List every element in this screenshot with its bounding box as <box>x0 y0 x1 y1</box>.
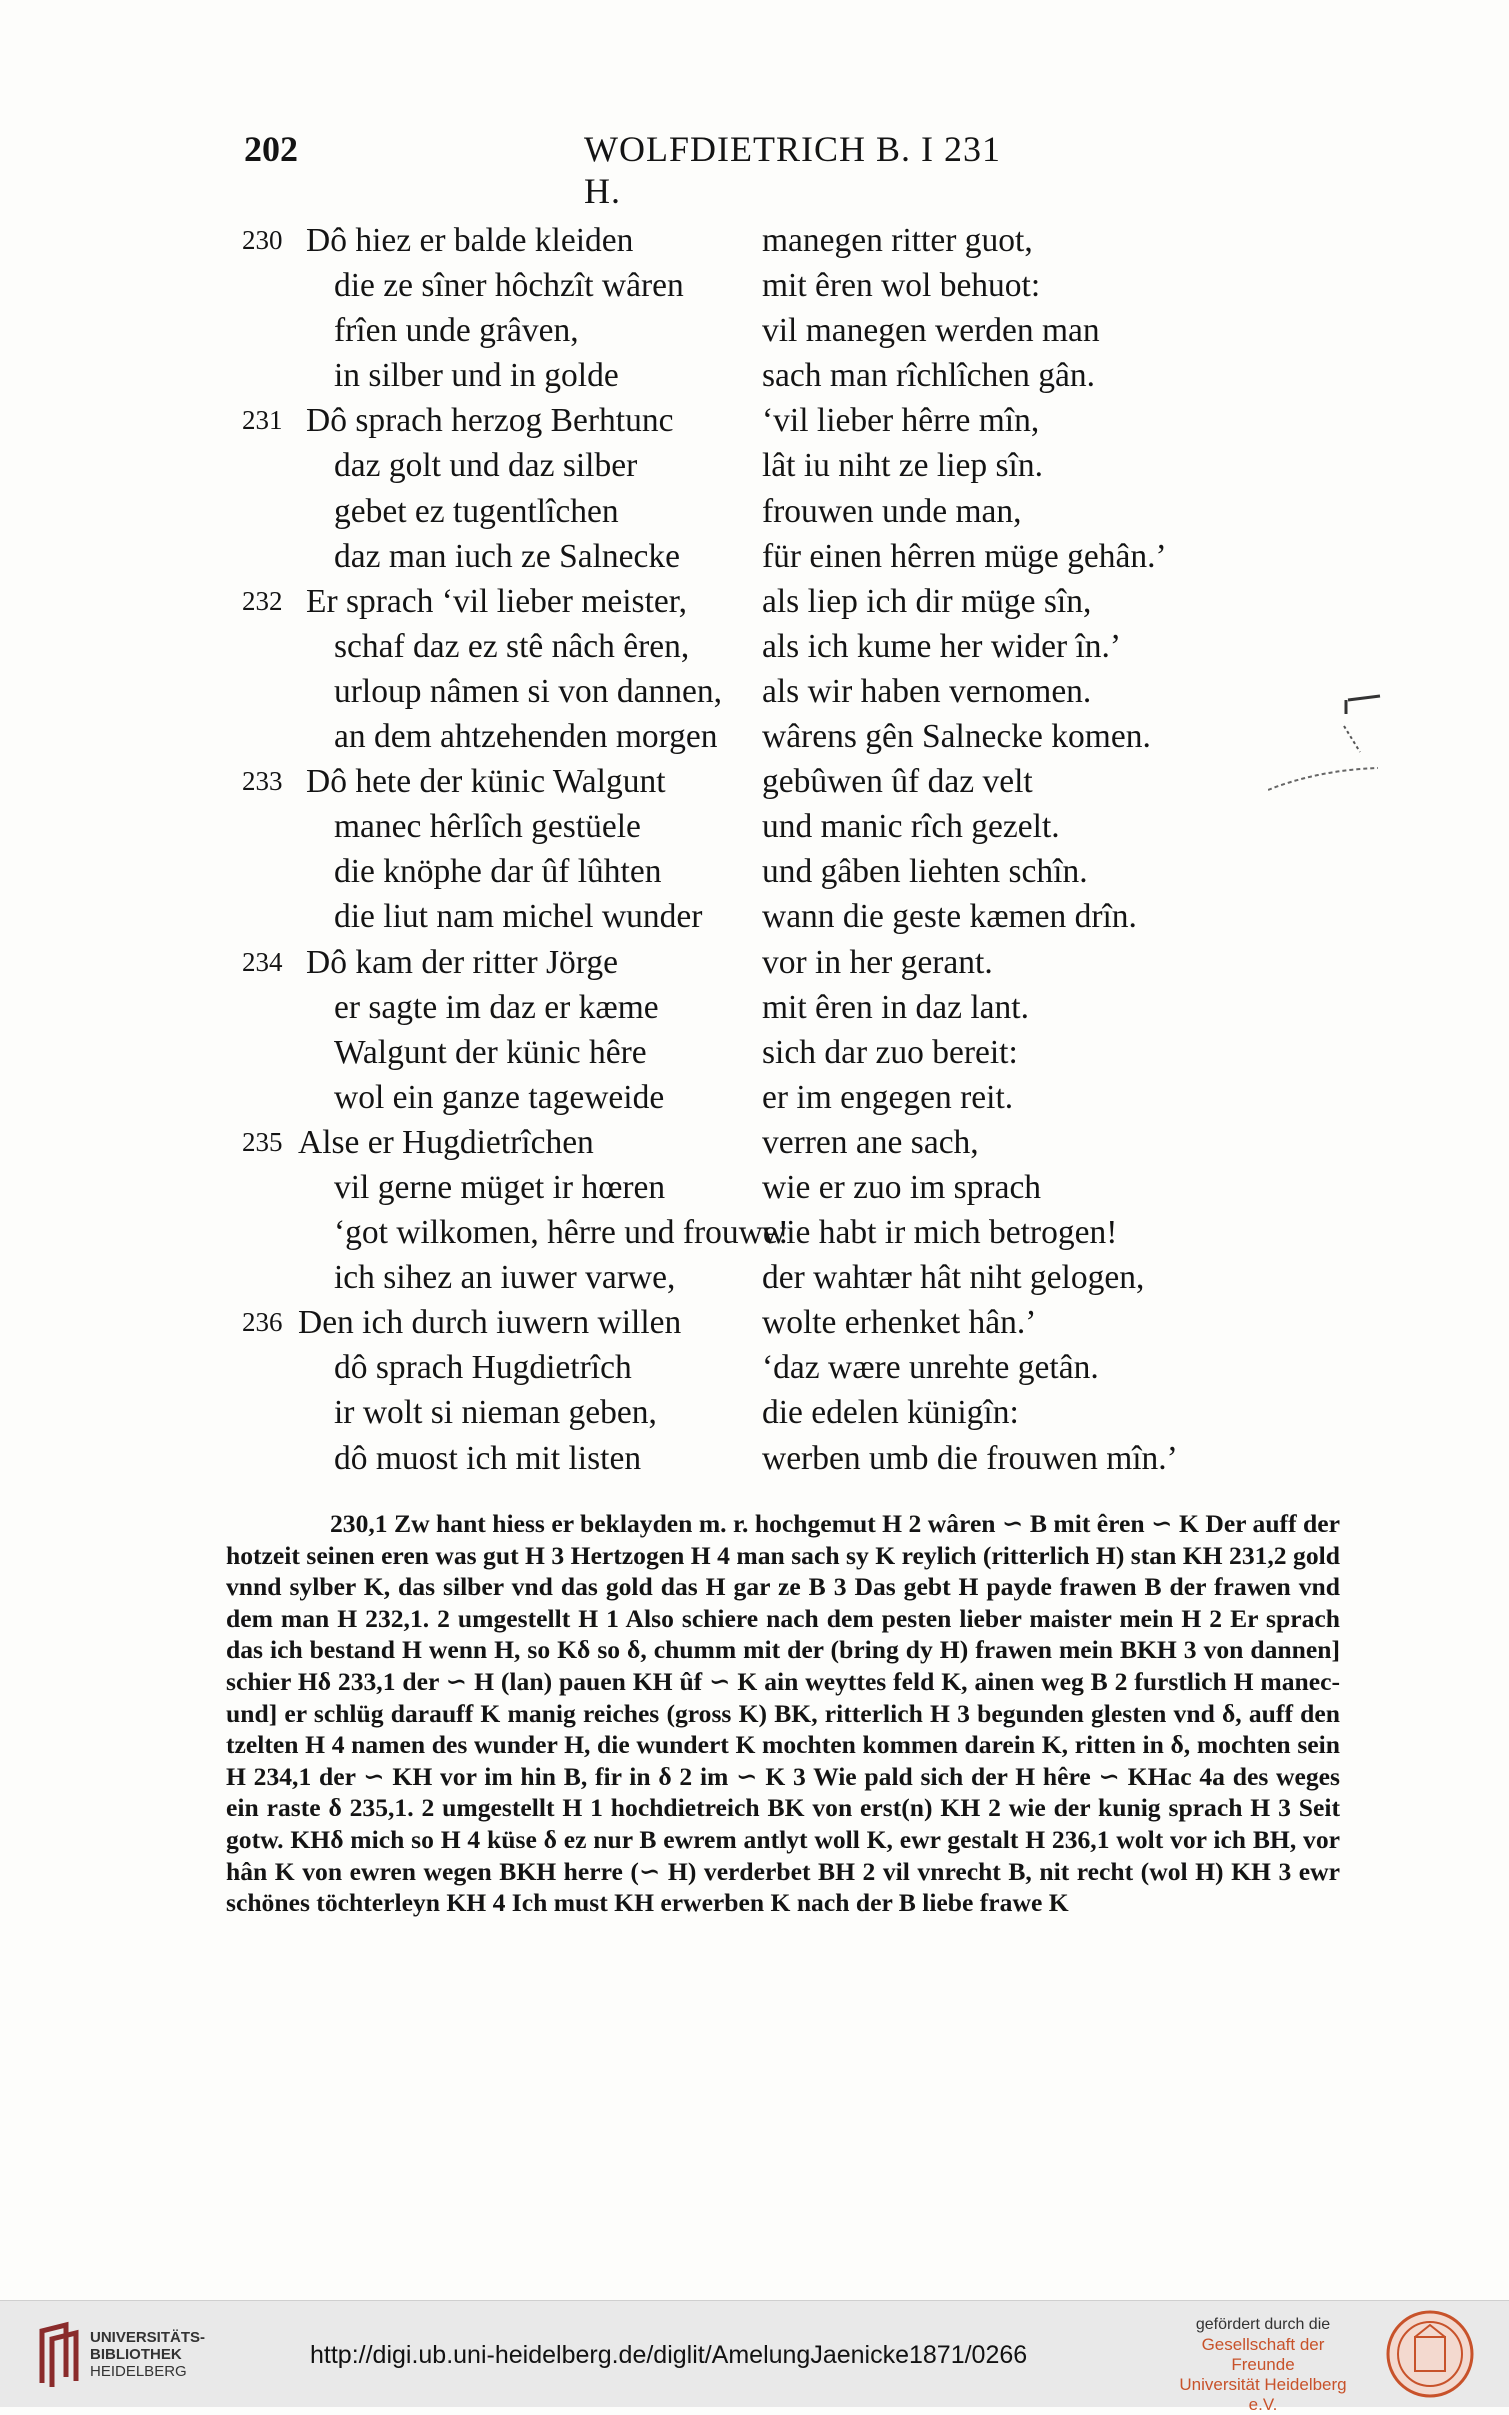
verse-line <box>0 1255 1509 1300</box>
half-line-b: wolte erhenket hân.’ <box>762 1304 1037 1342</box>
half-line-b: wie habt ir mich betrogen! <box>762 1214 1118 1252</box>
half-line-a: er sagte im daz er kæme <box>334 988 659 1026</box>
verse-line <box>0 985 1509 1030</box>
verse-line <box>0 218 1509 263</box>
half-line-b: der wahtær hât niht gelogen, <box>762 1259 1145 1297</box>
viewer-footer <box>0 2300 1509 2414</box>
half-line-b: wie er zuo im sprach <box>762 1168 1042 1206</box>
half-line-a: Er sprach ‘vil lieber meister, <box>306 582 687 620</box>
page-number: 202 <box>244 129 298 169</box>
half-line-b: frouwen unde man, <box>762 492 1022 530</box>
verse-line <box>0 894 1509 939</box>
half-line-b: als liep ich dir müge sîn, <box>762 582 1092 620</box>
half-line-a: Walgunt der künic hêre <box>334 1033 647 1071</box>
half-line-a: wol ein ganze tageweide <box>334 1078 665 1116</box>
half-line-b: gebûwen ûf daz velt <box>762 763 1033 801</box>
half-line-a: ich sihez an iuwer varwe, <box>334 1259 676 1297</box>
stanza-number: 232 <box>242 585 283 616</box>
verse-line <box>0 940 1509 985</box>
verse-line <box>0 804 1509 849</box>
verse-line <box>0 1436 1509 1481</box>
verse-line <box>0 353 1509 398</box>
library-logo-icon <box>36 2321 82 2391</box>
half-line-a: ir wolt si nieman geben, <box>334 1394 657 1432</box>
verse-line <box>0 1165 1509 1210</box>
half-line-b: vil manegen werden man <box>762 312 1100 350</box>
verse-line <box>0 534 1509 579</box>
half-line-a: an dem ahtzehenden morgen <box>334 718 718 756</box>
half-line-a: die liut nam michel wunder <box>334 898 703 936</box>
half-line-b: mit êren wol behuot: <box>762 267 1041 305</box>
half-line-b: als ich kume her wider în.’ <box>762 627 1122 665</box>
stanza-number: 234 <box>242 946 283 977</box>
verse-line <box>0 443 1509 488</box>
half-line-b: sach man rîchlîchen gân. <box>762 357 1096 395</box>
half-line-a: daz man iuch ze Salnecke <box>334 537 680 575</box>
half-line-b: manegen ritter guot, <box>762 222 1033 259</box>
half-line-a: ‘got wilkomen, hêrre und frouwe! <box>334 1214 789 1252</box>
university-seal-icon <box>1385 2309 1475 2399</box>
verse-line <box>0 308 1509 353</box>
half-line-b: ‘daz wære unrehte getân. <box>762 1349 1099 1387</box>
verse-line <box>0 263 1509 308</box>
half-line-a: Den ich durch iuwern willen <box>298 1304 682 1342</box>
stanza-number: 230 <box>242 225 283 255</box>
half-line-a: Dô hiez er balde kleiden <box>306 222 634 259</box>
half-line-b: wârens gên Salnecke komen. <box>762 718 1151 756</box>
half-line-a: schaf daz ez stê nâch êren, <box>334 627 690 665</box>
half-line-b: für einen hêrren müge gehân.’ <box>762 537 1167 575</box>
running-title: WOLFDIETRICH B. I 231 H. <box>584 129 1001 211</box>
verse-line <box>0 1210 1509 1255</box>
verse-line <box>0 1300 1509 1345</box>
half-line-a: Alse er Hugdietrîchen <box>298 1123 594 1161</box>
half-line-a: dô sprach Hugdietrîch <box>334 1349 632 1387</box>
permalink-url[interactable]: http://digi.ub.uni-heidelberg.de/diglit/AmelungJaenicke1871/0266 <box>310 2341 1028 2369</box>
half-line-a: die ze sîner hôchzît wâren <box>334 267 684 305</box>
running-header <box>244 128 1024 211</box>
half-line-b: als wir haben vernomen. <box>762 672 1092 710</box>
half-line-b: er im engegen reit. <box>762 1078 1014 1116</box>
half-line-a: die knöphe dar ûf lûhten <box>334 853 662 891</box>
half-line-b: lât iu niht ze liep sîn. <box>762 447 1043 485</box>
half-line-b: und gâben liehten schîn. <box>762 853 1088 891</box>
verse-line <box>0 1030 1509 1075</box>
half-line-a: daz golt und daz silber <box>334 447 638 485</box>
half-line-b: sich dar zuo bereit: <box>762 1033 1018 1071</box>
half-line-a: Dô sprach herzog Berhtunc <box>306 402 674 440</box>
half-line-b: verren ane sach, <box>762 1123 979 1161</box>
verse-line <box>0 849 1509 894</box>
stanza-number: 235 <box>242 1126 283 1157</box>
half-line-a: Dô hete der künic Walgunt <box>306 763 666 801</box>
sponsor-credit: gefördert durch die Gesellschaft der Freunde Universität Heidelberg e.V. <box>1179 2316 1347 2414</box>
half-line-a: frîen unde grâven, <box>334 312 579 350</box>
half-line-a: urloup nâmen si von dannen, <box>334 672 722 710</box>
stanza-number: 233 <box>242 766 283 797</box>
verse-line <box>0 1345 1509 1390</box>
half-line-b: wann die geste kæmen drîn. <box>762 898 1137 936</box>
half-line-b: die edelen künigîn: <box>762 1394 1019 1432</box>
half-line-a: vil gerne müget ir hœren <box>334 1168 666 1206</box>
half-line-a: gebet ez tugentlîchen <box>334 492 619 530</box>
half-line-a: Dô kam der ritter Jörge <box>306 943 618 981</box>
verse-line <box>0 398 1509 443</box>
half-line-b: ‘vil lieber hêrre mîn, <box>762 402 1040 440</box>
half-line-b: vor in her gerant. <box>762 943 993 981</box>
verse-line <box>0 624 1509 669</box>
margin-pencil-marks <box>1268 690 1388 810</box>
stanza-number: 231 <box>242 405 283 436</box>
half-line-b: werben umb die frouwen mîn.’ <box>762 1439 1178 1477</box>
half-line-b: mit êren in daz lant. <box>762 988 1029 1026</box>
verse-line <box>0 1120 1509 1165</box>
verse-line <box>0 579 1509 624</box>
half-line-a: in silber und in golde <box>334 357 619 395</box>
half-line-a: manec hêrlîch gestüele <box>334 808 641 846</box>
half-line-b: und manic rîch gezelt. <box>762 808 1060 846</box>
stanza-number: 236 <box>242 1307 283 1338</box>
critical-apparatus <box>226 1508 1340 1919</box>
apparatus-text: 230,1 Zw hant hiess er beklayden m. r. hochgemut H 2 wâren ∽ B mit êren ∽ K Der auff der hotzeit seinen eren was gut H 3 Hertzogen H 4 man sach sy K reylich (ritterlich H) stan KH 231,2 gold vnnd sylber K, das silber vnd das gold das H gar ze B 3 Das gebt H payde frawen B der frawen vnd dem man H 232,1. 2 umgestellt H 1 Also schiere nach dem pesten lieber maister mein H 2 Er sprach das ich bestand H wenn H, so Kδ so δ, chumm mit der (bring dy H) frawen mein BKH 3 von dannen] schier Hδ 233,1 der ∽ H (lan) pauen KH ûf ∽ K ain weyttes feld K, ainen weg B 2 furstlich H manec-und] er schlüg darauff K manig reiches (gross K) BK, ritterlich H 3 begunden glesten vnd δ, auff den tzelten H 4 namen des wunder H, die wundert K mochten kommen darein K, ritten in δ, mochten sein H 234,1 der ∽ KH vor im hin B, fir in δ 2 im ∽ K 3 Wie pald sich der H hêre ∽ KHac 4a des weges ein raste δ 235,1. 2 umgestellt H 1 hochdietreich BK von erst(n) KH 2 wie der kunig sprach H 3 Seit gotw. KHδ mich so H 4 küse δ ez nur B ewrem antlyt woll K, ewr gestalt H 236,1 wolt vor ich BH, vor hân K von ewren wegen BKH herre (∽ H) verderbet BH 2 vil vnrecht B, nit recht (wol H) KH 3 ewr schönes töchterleyn KH 4 Ich must KH erwerben K nach der B liebe frawe K <box>226 1509 1340 1918</box>
verse-block <box>0 218 1509 1481</box>
verse-line <box>0 489 1509 534</box>
verse-line <box>0 1390 1509 1435</box>
verse-line <box>0 1075 1509 1120</box>
half-line-a: dô muost ich mit listen <box>334 1439 642 1477</box>
library-name: UNIVERSITÄTS- BIBLIOTHEK HEIDELBERG <box>90 2329 206 2380</box>
